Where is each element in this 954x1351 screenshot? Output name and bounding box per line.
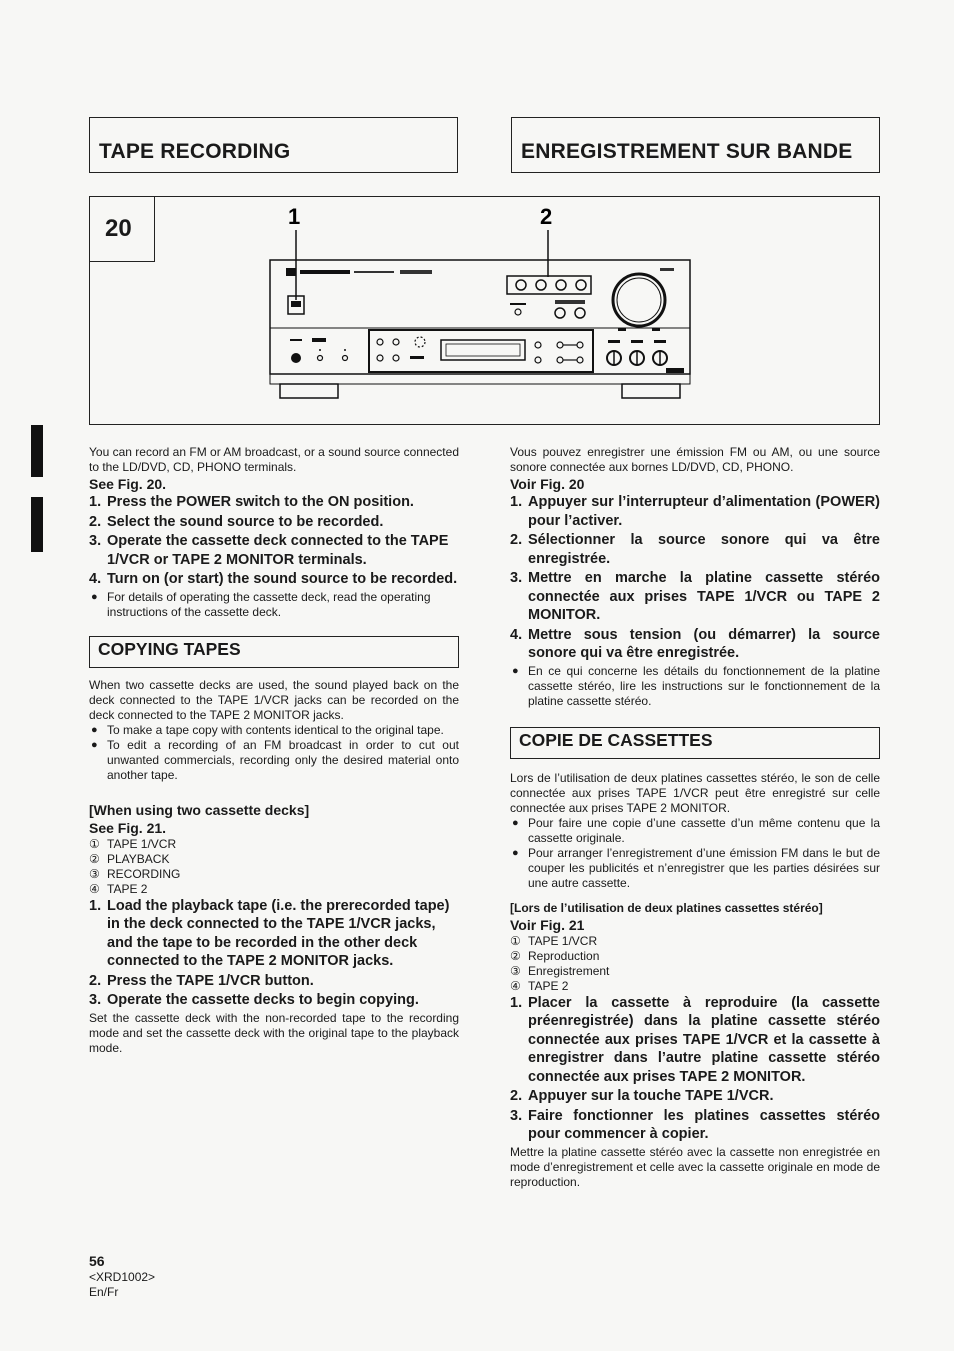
section-header-tape-recording <box>89 117 458 173</box>
legend-item: ③ Enregistrement <box>510 963 610 978</box>
see-fig: Voir Fig. 20 <box>510 476 585 492</box>
figure-number-box <box>90 197 155 262</box>
chapter-tab-mark <box>31 497 43 552</box>
legend-item: ④ TAPE 2 <box>510 978 569 993</box>
bullet-item: ● To make a tape copy with contents identical to the original tape. <box>91 722 444 737</box>
fig21-legend <box>89 837 459 897</box>
note-list <box>89 590 459 620</box>
section-header-enregistrement <box>511 117 880 173</box>
copie-cassettes-title: COPIE DE CASSETTES <box>519 729 713 750</box>
copying-steps <box>510 994 880 1144</box>
note-item: ● For details of operating the cassette deck, read the operating instructions of the cassette deck. <box>91 589 431 619</box>
tape-button-group <box>507 276 591 294</box>
callout-2: 2 <box>540 204 553 229</box>
step-item: 2. Appuyer sur la touche TAPE 1/VCR. <box>510 1088 774 1104</box>
two-decks-subhead: [When using two cassette decks] <box>89 801 310 818</box>
copying-steps <box>89 897 459 1010</box>
language-code: En/Fr <box>89 1285 119 1299</box>
step-item: 4. Turn on (or start) the sound source to be recorded. <box>89 571 458 587</box>
copying-tapes-title: COPYING TAPES <box>98 638 241 659</box>
step-item: 3. Faire fonctionner les platines cassettes stéréo pour commencer à copier. <box>510 1107 880 1142</box>
step-item: 1. Load the playback tape (i.e. the prerecorded tape) in the deck connected to the TAPE 1/VCR jacks, and the tape to be recorded in the other deck connected to the TAPE 2 MONITOR jacks. <box>89 897 450 969</box>
step-item: 1. Placer la cassette à reproduire (la cassette préenregistrée) dans la platine cassette stéréo connectée aux prises TAPE 1/VCR et la cassette à enregistrer dans l’autre platine cassette stéréo connectée aux prises TAPE 2 MONITOR. <box>510 994 880 1085</box>
step-item: 2. Select the sound source to be recorded. <box>89 513 384 530</box>
copying-tapes-header <box>89 636 459 668</box>
legend-item: ① TAPE 1/VCR <box>89 836 177 851</box>
model-code: <XRD1002> <box>89 1270 156 1284</box>
step-item: 2. Press the TAPE 1/VCR button. <box>89 972 314 989</box>
receiver-front-panel-illustration <box>250 200 720 420</box>
recording-steps <box>89 493 459 589</box>
bullet-item: ● Pour faire une copie d’une cassette d’un même contenu que la cassette originale. <box>512 815 880 845</box>
recording-steps <box>510 493 880 663</box>
note-item: ● En ce qui concerne les détails du fonctionnement de la platine cassette stéréo, lire les instructions sur le fonctionnement de la platine cassette stéréo. <box>512 663 880 708</box>
bullet-item: ● To edit a recording of an FM broadcast in order to cut out unwanted commercials, recording only the desired material onto another tape. <box>91 737 459 782</box>
legend-item: ② Reproduction <box>510 948 600 963</box>
step-item: 2. Sélectionner la source sonore qui va être enregistrée. <box>510 532 880 567</box>
copying-bullets <box>510 816 880 891</box>
step-item: 1. Appuyer sur l’interrupteur d’alimentation (POWER) pour l’activer. <box>510 494 880 529</box>
see-fig-21: See Fig. 21. <box>89 819 167 836</box>
step-item: 3. Operate the cassette decks to begin copying. <box>89 992 419 1008</box>
copying-intro: When two cassette decks are used, the sound played back on the deck connected to the TAPE 1/VCR jacks can be recorded on the deck connected to the TAPE 2 MONITOR jacks. <box>89 677 459 722</box>
callout-1: 1 <box>288 204 301 229</box>
legend-item: ③ RECORDING <box>89 866 181 881</box>
tape-button-1 <box>516 280 526 290</box>
fig21-legend <box>510 934 880 994</box>
legend-item: ① TAPE 1/VCR <box>510 933 598 948</box>
copie-cassettes-header <box>510 727 880 759</box>
bullet-item: ● Pour arranger l’enregistrement d’une émission FM dans le but de couper les publicités et n’enregistrer que les parties désirées sur une autre cassette. <box>512 845 880 890</box>
right-foot <box>622 384 680 398</box>
figure-20 <box>89 196 880 425</box>
fl-display <box>441 340 525 360</box>
legend-item: ④ TAPE 2 <box>89 881 148 896</box>
header-title-fr: ENREGISTREMENT SUR BANDE <box>521 140 853 163</box>
header-title-en: TAPE RECORDING <box>99 140 291 163</box>
page-footer <box>89 1253 155 1300</box>
tape-1-vcr-button <box>536 280 546 290</box>
intro-text: Vous pouvez enregistrer une émission FM ou AM, ou une source sonore connectée aux bornes LD/DVD, CD, PHONO. <box>510 445 880 474</box>
brand-logo-mark <box>286 268 296 276</box>
english-column <box>89 445 459 1056</box>
headphone-jack <box>291 353 301 363</box>
copying-intro: Lors de l’utilisation de deux platines cassettes stéréo, le son de celle connectée aux prises TAPE 1/VCR peut être enregistré sur celle connectée aux prises TAPE 2 MONITOR. <box>510 770 880 815</box>
note-list <box>510 664 880 709</box>
two-decks-subhead: [Lors de l’utilisation de deux platines cassettes stéréo] <box>510 900 823 915</box>
step-item: 3. Operate the cassette deck connected to the TAPE 1/VCR or TAPE 2 MONITOR terminals. <box>89 533 449 568</box>
step-item: 3. Mettre en marche la platine cassette stéréo connectée aux prises TAPE 1/VCR ou TAPE 2 MONITOR. <box>510 570 880 623</box>
see-fig-21: Voir Fig. 21 <box>510 916 585 933</box>
copying-bullets <box>89 723 459 783</box>
intro-text: You can record an FM or AM broadcast, or a sound source connected to the LD/DVD, CD, PHONO terminals. <box>89 445 459 474</box>
page-number: 56 <box>89 1253 105 1269</box>
legend-item: ② PLAYBACK <box>89 851 170 866</box>
copying-outro: Mettre la platine cassette stéréo avec la cassette non enregistrée en mode d’enregistrement et celle avec la cassette originale en mode de reproduction. <box>510 1144 880 1189</box>
chapter-tab-mark <box>31 425 43 477</box>
see-fig: See Fig. 20. <box>89 476 167 492</box>
step-item: 4. Mettre sous tension (ou démarrer) la source sonore qui va être enregistrée. <box>510 626 880 661</box>
display-frame <box>369 330 593 372</box>
copying-outro: Set the cassette deck with the non-recorded tape to the recording mode and set the cassette deck with the original tape to the playback mode. <box>89 1010 459 1055</box>
step-item: 1. Press the POWER switch to the ON position. <box>89 494 414 510</box>
french-column <box>510 445 880 1190</box>
figure-number: 20 <box>105 215 132 242</box>
volume-knob <box>613 274 665 326</box>
left-foot <box>280 384 338 398</box>
